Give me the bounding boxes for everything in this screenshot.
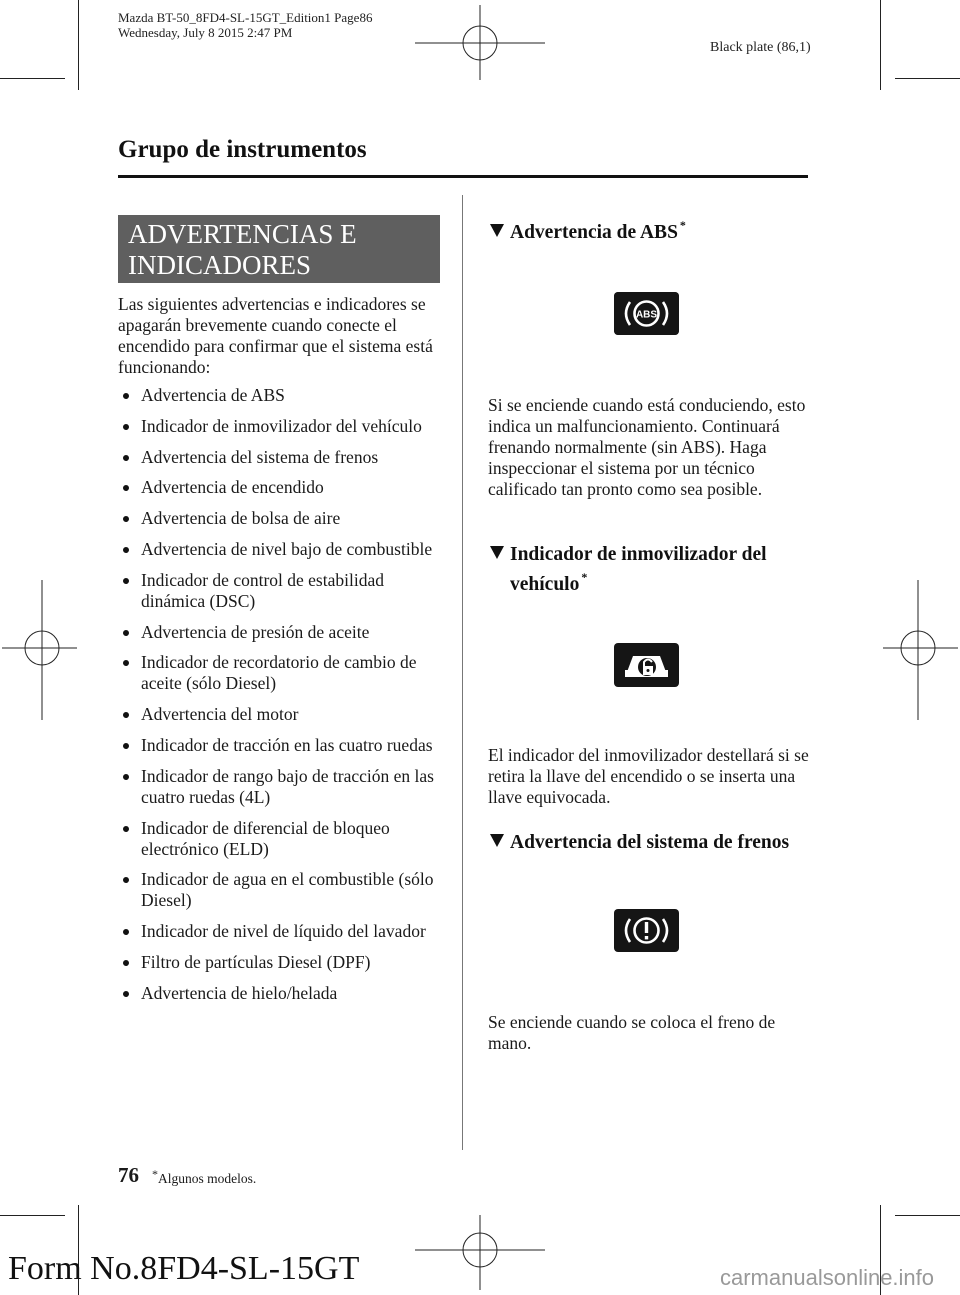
asterisk-icon: * (581, 570, 588, 584)
abs-paragraph: Si se enciende cuando está conduciendo, esto indica un malfuncionamiento. Continuará frenando normalmente (sin ABS). Haga inspeccionar el sistema por un técnico calificado tan pronto como sea posible. (488, 395, 806, 499)
indicator-list-item (118, 570, 448, 612)
indicator-list-item-text: Indicador de agua en el combustible (sólo Diesel) (141, 869, 434, 911)
indicator-list-item (118, 818, 448, 860)
triangle-marker-icon (490, 546, 504, 559)
brake-paragraph: Se enciende cuando se coloca el freno de mano. (488, 1012, 776, 1053)
form-number: Form No.8FD4-SL-15GT (8, 1250, 360, 1287)
indicator-list-item (118, 735, 448, 756)
immobilizer-heading-line1: Indicador de inmovilizador del (510, 544, 767, 565)
footnote (150, 1167, 256, 1187)
indicator-list-item-text: Advertencia de bolsa de aire (141, 508, 341, 529)
watermark: carmanualsonline.info (720, 1265, 935, 1290)
crop-mark (78, 0, 79, 90)
indicator-list-item-text: Indicador de inmovilizador del vehículo (141, 415, 422, 436)
indicator-list-item (118, 539, 448, 560)
section-heading-box (118, 215, 440, 283)
plate-label: Black plate (86,1) (710, 40, 811, 55)
bullet-icon (123, 712, 129, 718)
bullet-icon (123, 485, 129, 491)
indicator-list-item (118, 416, 448, 437)
bullet-icon (123, 660, 129, 666)
bullet-icon (123, 547, 129, 553)
indicator-list-item-text: Indicador de diferencial de bloqueo electrónico (ELD) (141, 817, 390, 859)
indicator-list-item (118, 447, 448, 468)
crop-mark (0, 78, 65, 79)
indicator-list-item-text: Advertencia de presión de aceite (141, 621, 370, 642)
bullet-icon (123, 991, 129, 997)
indicator-list-item-text: Advertencia del sistema de frenos (141, 446, 379, 467)
footnote-text: Algunos modelos. (158, 1171, 257, 1186)
indicator-list-item (118, 952, 448, 973)
file-info (118, 10, 372, 40)
asterisk-icon: * (679, 218, 686, 232)
file-info-line2: Wednesday, July 8 2015 2:47 PM (118, 25, 293, 40)
indicator-list-item (118, 869, 448, 911)
bullet-icon (123, 774, 129, 780)
indicator-list (118, 385, 448, 1014)
abs-icon-label: ABS (635, 309, 658, 321)
indicator-list-item-text: Advertencia de nivel bajo de combustible (141, 538, 433, 559)
indicator-list-item-text: Filtro de partículas Diesel (DPF) (141, 951, 371, 972)
indicator-list-item-text: Advertencia de encendido (141, 477, 324, 498)
indicator-list-item-text: Indicador de control de estabilidad dinámica (DSC) (141, 569, 384, 611)
indicator-list-item (118, 652, 448, 694)
bullet-icon (123, 516, 129, 522)
triangle-marker-icon (490, 224, 504, 237)
immobilizer-paragraph: El indicador del inmovilizador destellará si se retira la llave del encendido o se inserta una llave equivocada. (488, 745, 809, 807)
indicator-list-item-text: Indicador de tracción en las cuatro ruedas (141, 734, 433, 755)
brake-heading-text: Advertencia del sistema de frenos (510, 832, 790, 853)
intro-paragraph: Las siguientes advertencias e indicadores se apagarán brevemente cuando conecte el encendido para confirmar que el sistema está funcionando: (118, 294, 433, 377)
indicator-list-item (118, 704, 448, 725)
bullet-icon (123, 578, 129, 584)
immobilizer-heading-line2: vehículo (510, 574, 580, 595)
bullet-icon (123, 826, 129, 832)
indicator-list-item-text: Indicador de nivel de líquido del lavador (141, 921, 426, 942)
indicator-list-item-text: Indicador de rango bajo de tracción en las cuatro ruedas (4L) (141, 765, 434, 807)
page-number: 76 (118, 1163, 139, 1187)
abs-heading (490, 214, 686, 244)
indicator-list-item (118, 477, 448, 498)
crop-mark (880, 0, 881, 90)
crop-mark (0, 1215, 65, 1216)
indicator-list-item (118, 622, 448, 643)
bullet-icon (123, 455, 129, 461)
bullet-icon (123, 960, 129, 966)
registration-mark-top (415, 5, 545, 80)
column-divider (462, 195, 463, 1150)
immobilizer-heading (490, 543, 810, 596)
file-info-line1: Mazda BT-50_8FD4-SL-15GT_Edition1 Page86 (118, 10, 373, 25)
header-rule (118, 175, 808, 178)
asterisk-icon: * (152, 1167, 158, 1181)
indicator-list-item-text: Advertencia de hielo/helada (141, 982, 338, 1003)
page-section-title: Grupo de instrumentos (118, 136, 367, 163)
indicator-list-item (118, 921, 448, 942)
indicator-list-item-text: Indicador de recordatorio de cambio de aceite (sólo Diesel) (141, 652, 417, 694)
abs-heading-text: Advertencia de ABS (510, 222, 678, 243)
immobilizer-indicator-icon (614, 643, 679, 687)
bullet-icon (123, 743, 129, 749)
crop-mark (895, 1215, 960, 1216)
indicator-list-item (118, 983, 448, 1004)
crop-mark (895, 78, 960, 79)
bullet-icon (123, 877, 129, 883)
brake-warning-icon (614, 909, 679, 952)
section-heading: ADVERTENCIAS E INDICADORES (128, 219, 357, 280)
indicator-list-item (118, 508, 448, 529)
registration-mark-left (2, 580, 77, 720)
indicator-list-item-text: Advertencia del motor (141, 704, 299, 725)
indicator-list-item (118, 766, 448, 808)
registration-mark-right (883, 580, 958, 720)
abs-warning-icon (614, 292, 679, 335)
brake-heading (490, 831, 789, 854)
bullet-icon (123, 929, 129, 935)
indicator-list-item-text: Advertencia de ABS (141, 385, 285, 405)
registration-mark-bottom (415, 1215, 545, 1290)
triangle-marker-icon (490, 834, 504, 847)
bullet-icon (123, 630, 129, 636)
indicator-list-item (118, 385, 448, 406)
bullet-icon (123, 393, 129, 399)
bullet-icon (123, 424, 129, 430)
